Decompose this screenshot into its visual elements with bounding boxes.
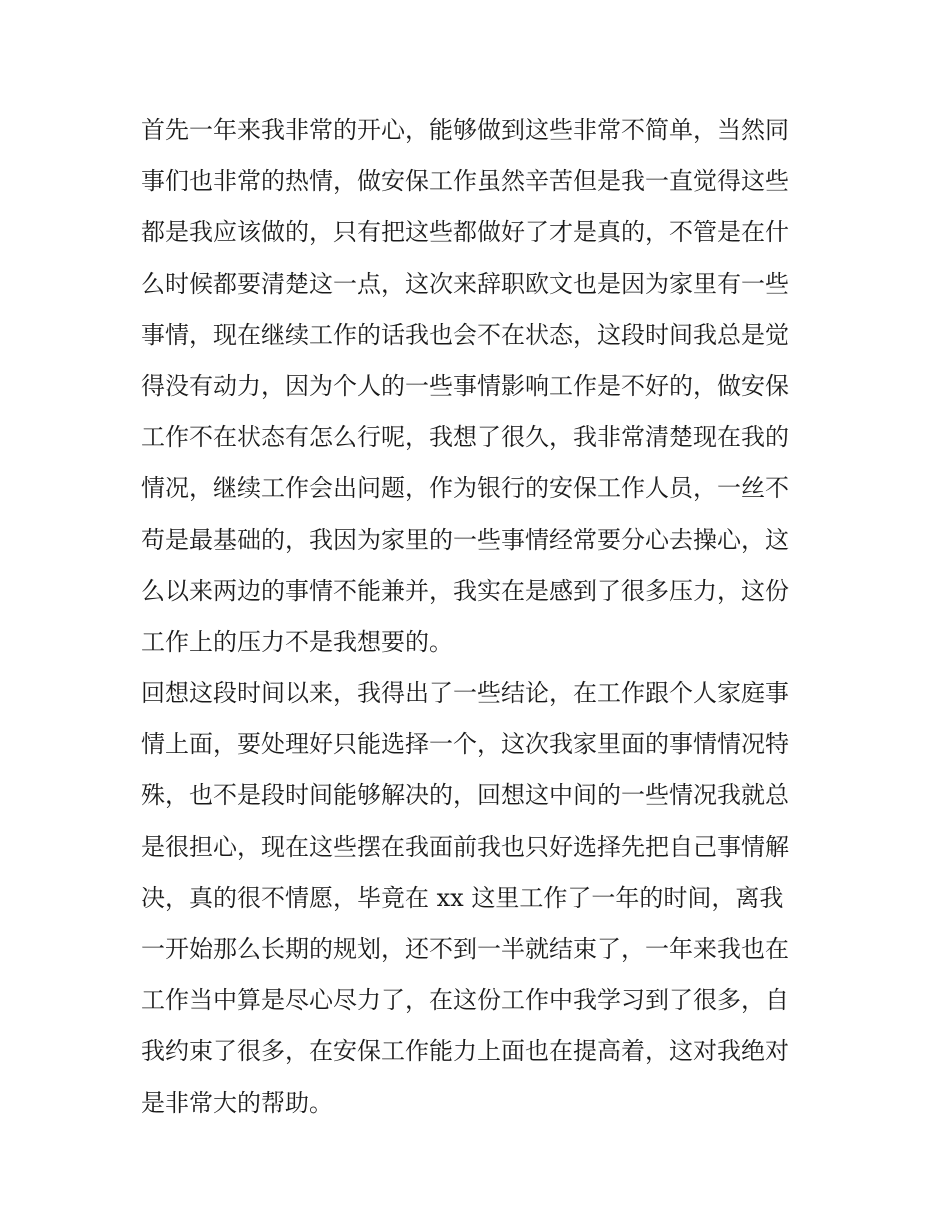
text-line: 事情，现在继续工作的话我也会不在状态，这段时间我总是觉	[141, 320, 789, 349]
text-line: 工作不在状态有怎么行呢，我想了很久，我非常清楚现在我的	[141, 423, 789, 452]
text-line: 我约束了很多，在安保工作能力上面也在提高着，这对我绝对	[141, 1037, 789, 1066]
text-line: 苟是最基础的，我因为家里的一些事情经常要分心去操心，这	[141, 525, 789, 554]
text-line: 工作上的压力不是我想要的。	[141, 627, 453, 656]
text-line: 都是我应该做的，只有把这些都做好了才是真的，不管是在什	[141, 218, 789, 247]
text-line: 工作当中算是尽心尽力了，在这份工作中我学习到了很多，自	[141, 986, 789, 1015]
text-line: 殊，也不是段时间能够解决的，回想这中间的一些情况我就总	[141, 781, 789, 810]
text-line: 情况，继续工作会出问题，作为银行的安保工作人员，一丝不	[141, 474, 789, 503]
text-line: 是很担心，现在这些摆在我面前我也只好选择先把自己事情解	[141, 832, 789, 861]
text-line: 决，真的很不情愿，毕竟在 xx 这里工作了一年的时间，离我	[141, 883, 784, 912]
text-line: 一开始那么长期的规划，还不到一半就结束了，一年来我也在	[141, 935, 789, 963]
paragraph-1	[141, 105, 813, 668]
text-line: 么以来两边的事情不能兼并，我实在是感到了很多压力，这份	[141, 576, 789, 605]
text-line: 么时候都要清楚这一点，这次来辞职欧文也是因为家里有一些	[141, 269, 789, 298]
document-body	[141, 105, 813, 1129]
text-line: 首先一年来我非常的开心，能够做到这些非常不简单，当然同	[141, 116, 789, 144]
paragraph-2	[141, 668, 813, 1129]
text-line: 是非常大的帮助。	[141, 1088, 333, 1117]
text-line: 情上面，要处理好只能选择一个，这次我家里面的事情情况特	[141, 730, 789, 759]
text-line: 回想这段时间以来，我得出了一些结论，在工作跟个人家庭事	[141, 679, 789, 708]
text-line: 得没有动力，因为个人的一些事情影响工作是不好的，做安保	[141, 371, 789, 400]
text-line: 事们也非常的热情，做安保工作虽然辛苦但是我一直觉得这些	[141, 167, 789, 196]
